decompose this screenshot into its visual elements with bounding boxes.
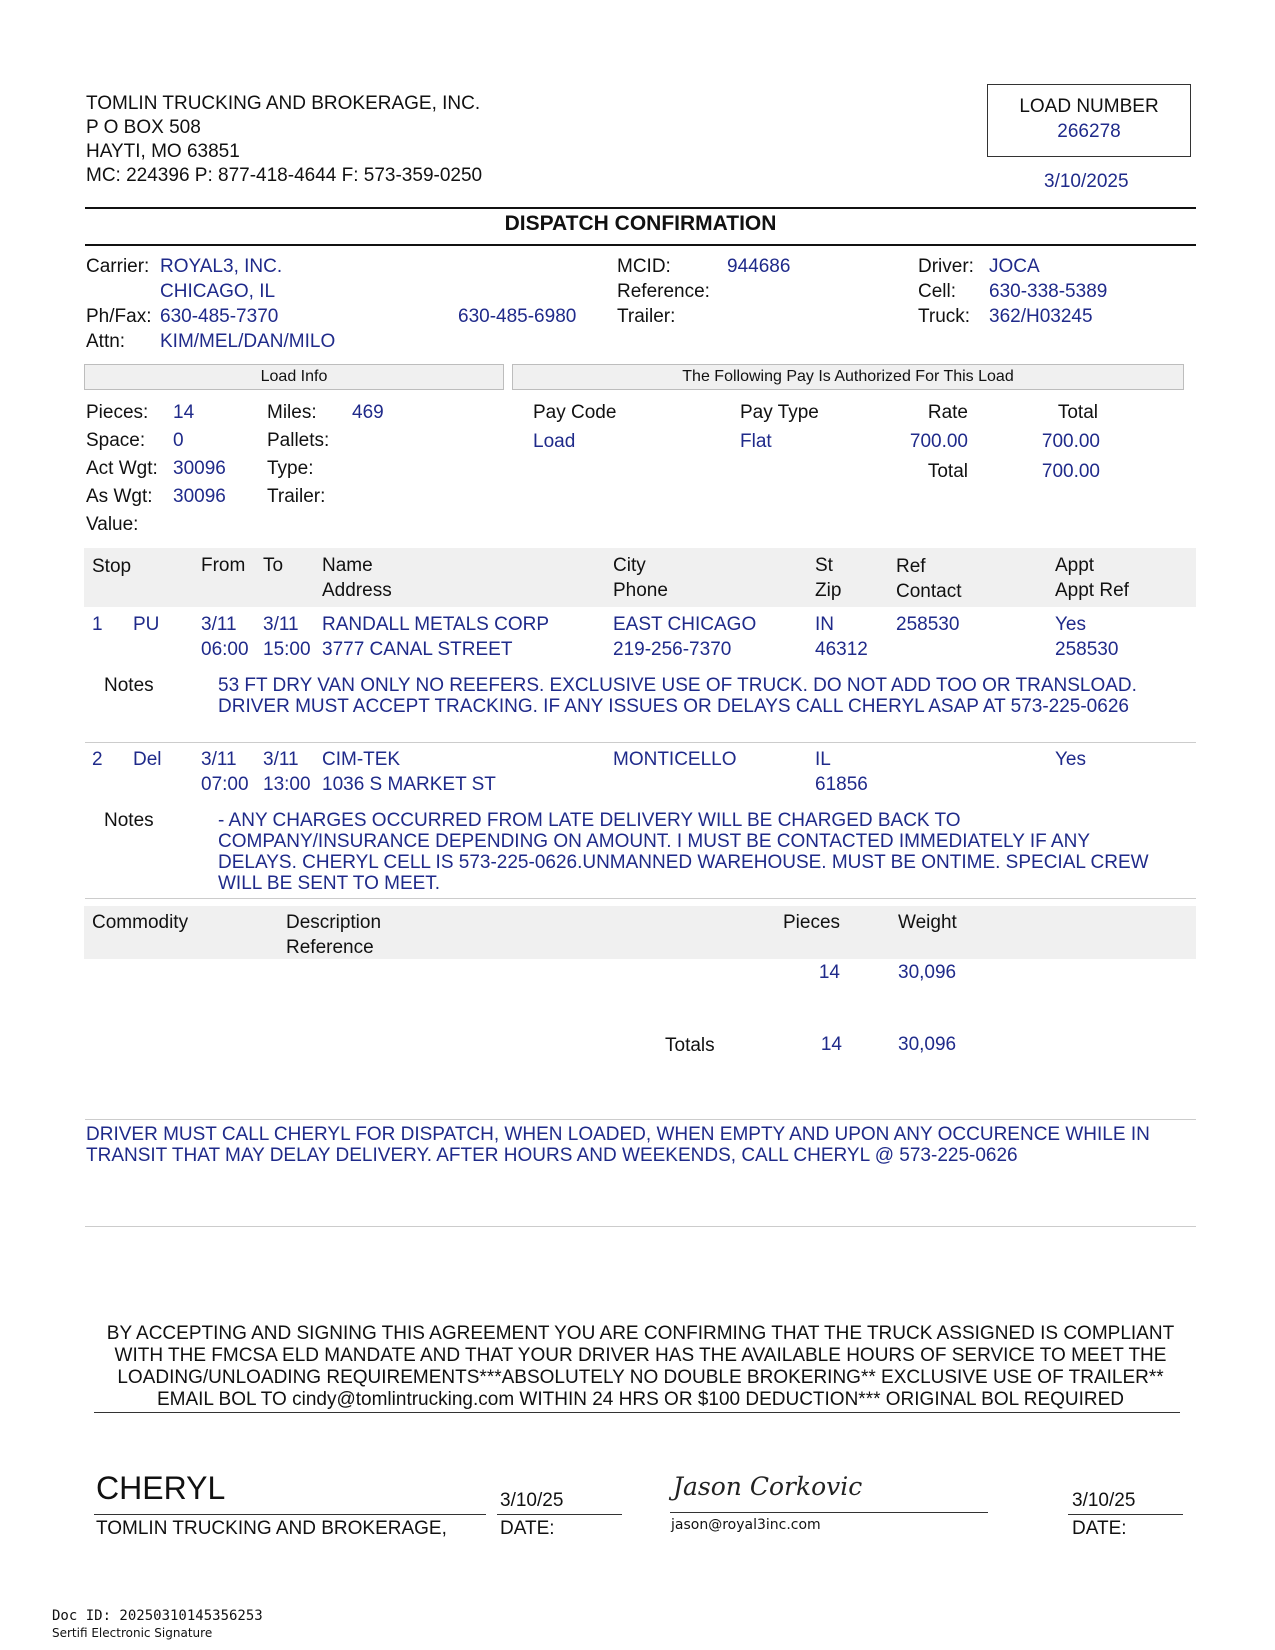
pay-code: Load: [533, 431, 576, 452]
value-label: Value:: [86, 514, 139, 535]
rate-header: Rate: [927, 402, 968, 423]
reference-col: Reference: [286, 937, 374, 958]
miles-label: Miles:: [267, 402, 317, 423]
stop-city: MONTICELLO: [613, 749, 737, 770]
total-label: Total: [927, 461, 968, 482]
phfax-label: Ph/Fax:: [86, 306, 152, 327]
notes-label: Notes: [104, 810, 154, 831]
from-time: 06:00: [201, 639, 249, 660]
appt-ref-col: Appt Ref: [1055, 580, 1129, 601]
truck-label: Truck:: [918, 306, 971, 327]
row-divider: [85, 898, 1196, 899]
carrier-label: Carrier:: [86, 256, 150, 277]
stop-state: IL: [815, 749, 831, 770]
totals-label: Totals: [665, 1035, 715, 1056]
stop-state: IN: [815, 614, 834, 635]
cell-value: 630-338-5389: [989, 281, 1108, 302]
zip-col: Zip: [815, 580, 842, 601]
stop-ref: 258530: [896, 614, 960, 635]
agreement-line-3: LOADING/UNLOADING REQUIREMENTS***ABSOLUTELY NO DOUBLE BROKERING** EXCLUSIVE USE OF TRAILER**: [117, 1367, 1164, 1388]
stop-number: 2: [92, 749, 103, 770]
load-date: 3/10/2025: [1044, 171, 1129, 192]
actwgt-label: Act Wgt:: [86, 458, 158, 479]
carrier-attn: KIM/MEL/DAN/MILO: [160, 331, 336, 352]
aswgt-value: 30096: [173, 486, 226, 507]
commodity-weight: 30,096: [898, 962, 957, 983]
city-col: City: [613, 555, 646, 576]
broker-signature-name: CHERYL: [96, 1470, 226, 1506]
aswgt-label: As Wgt:: [86, 486, 153, 507]
notes-label: Notes: [104, 675, 154, 696]
ref-col: Ref: [896, 556, 926, 577]
stop-zip: 46312: [815, 639, 868, 660]
row-divider: [85, 742, 1196, 743]
pieces-value: 14: [173, 402, 195, 423]
cell-label: Cell:: [918, 281, 957, 302]
to-date: 3/11: [263, 614, 299, 635]
attn-label: Attn:: [86, 331, 126, 352]
from-date: 3/11: [201, 749, 237, 770]
stop-name: RANDALL METALS CORP: [322, 614, 549, 635]
truck-value: 362/H03245: [989, 306, 1093, 327]
stop-notes: 53 FT DRY VAN ONLY NO REEFERS. EXCLUSIVE USE OF TRUCK. DO NOT ADD TOO OR TRANSLOAD. DRIVER MUST ACCEPT TRACKING. IF ANY ISSUES OR DELAYS CALL CHERYL ASAP AT 573-225-0626: [218, 675, 1137, 717]
trailer-label: Trailer:: [617, 306, 676, 327]
total-header: Total: [1057, 402, 1098, 423]
pay-type: Flat: [740, 431, 772, 452]
from-col: From: [201, 555, 246, 576]
to-date: 3/11: [263, 749, 299, 770]
address-col: Address: [322, 580, 392, 601]
actwgt-value: 30096: [173, 458, 226, 479]
company-address-2: HAYTI, MO 63851: [86, 141, 240, 162]
company-address-1: P O BOX 508: [86, 117, 201, 138]
divider: [85, 244, 1196, 246]
reference-label: Reference:: [617, 281, 710, 302]
stop-type: Del: [133, 749, 162, 770]
stop-number: 1: [92, 614, 103, 635]
from-time: 07:00: [201, 774, 249, 795]
stop-phone: 219-256-7370: [613, 639, 732, 660]
pieces-label: Pieces:: [86, 402, 149, 423]
weight-col: Weight: [898, 912, 957, 933]
carrier-city: CHICAGO, IL: [160, 281, 276, 302]
load-number-box: [987, 84, 1191, 157]
stop-name: CIM-TEK: [322, 749, 401, 770]
carrier-signature: Jason Corkovic: [673, 1472, 863, 1501]
carrier-date-line: [1068, 1514, 1183, 1515]
stop-appt: Yes: [1055, 749, 1086, 770]
to-time: 13:00: [263, 774, 311, 795]
stop-type: PU: [133, 614, 160, 635]
commodity-header-band: [84, 906, 1196, 959]
stop-appt-ref: 258530: [1055, 639, 1119, 660]
page-title: DISPATCH CONFIRMATION: [504, 212, 777, 235]
stop-address: 1036 S MARKET ST: [322, 774, 496, 795]
company-contact: MC: 224396 P: 877-418-4644 F: 573-359-0250: [86, 165, 483, 186]
agreement-underline: [94, 1412, 1180, 1413]
pieces-col: Pieces: [783, 912, 841, 933]
load-number-label: LOAD NUMBER: [1019, 96, 1159, 117]
carrier-fax: 630-485-6980: [458, 306, 577, 327]
broker-company: TOMLIN TRUCKING AND BROKERAGE,: [96, 1518, 447, 1539]
doc-id: Doc ID: 20250310145356253: [52, 1608, 263, 1624]
to-time: 15:00: [263, 639, 311, 660]
space-label: Space:: [86, 430, 146, 451]
carrier-name: ROYAL3, INC.: [160, 256, 283, 277]
broker-date-label: DATE:: [500, 1518, 555, 1539]
broker-date: 3/10/25: [500, 1490, 564, 1511]
row-divider: [85, 1226, 1196, 1227]
pay-code-header: Pay Code: [533, 402, 617, 423]
pay-header: The Following Pay Is Authorized For This Load: [512, 364, 1184, 390]
agreement-line-1: BY ACCEPTING AND SIGNING THIS AGREEMENT YOU ARE CONFIRMING THAT THE TRUCK ASSIGNED IS COMPLIANT: [106, 1323, 1175, 1344]
driver-instructions: DRIVER MUST CALL CHERYL FOR DISPATCH, WHEN LOADED, WHEN EMPTY AND UPON ANY OCCURENCE WHILE IN TRANSIT THAT MAY DELAY DELIVERY. AFTER HOURS AND WEEKENDS, CALL CHERYL @ 573-225-0626: [86, 1124, 1150, 1166]
row-divider: [85, 1119, 1196, 1120]
st-col: St: [815, 555, 833, 576]
stop-notes: - ANY CHARGES OCCURRED FROM LATE DELIVERY WILL BE CHARGED BACK TO COMPANY/INSURANCE DEPENDING ON AMOUNT. I MUST BE CONTACTED IMMEDIATELY IF ANY DELAYS. CHERYL CELL IS 573-225-0626.UNMANNED WAREHOUSE. MUST BE ONTIME. SPECIAL CREW WILL BE SENT TO MEET.: [218, 810, 1149, 894]
pay-total: 700.00: [1041, 431, 1100, 452]
total-weight: 30,096: [898, 1034, 957, 1055]
pallets-label: Pallets:: [267, 430, 330, 451]
total-pieces: 14: [820, 1034, 842, 1055]
carrier-signature-line: [670, 1512, 988, 1513]
load-trailer-label: Trailer:: [267, 486, 326, 507]
driver-label: Driver:: [918, 256, 974, 277]
pay-rate: 700.00: [909, 431, 968, 452]
contact-col: Contact: [896, 581, 962, 602]
mcid-value: 944686: [727, 256, 791, 277]
agreement-line-2: WITH THE FMCSA ELD MANDATE AND THAT YOUR DRIVER HAS THE AVAILABLE HOURS OF SERVICE TO MEET THE: [114, 1345, 1167, 1366]
stop-city: EAST CHICAGO: [613, 614, 757, 635]
stop-appt: Yes: [1055, 614, 1086, 635]
stop-col: Stop: [92, 556, 132, 577]
carrier-phone: 630-485-7370: [160, 306, 279, 327]
to-col: To: [263, 555, 284, 576]
load-number: 266278: [1057, 121, 1121, 142]
stop-address: 3777 CANAL STREET: [322, 639, 513, 660]
broker-signature-line: [94, 1514, 486, 1515]
driver-value: JOCA: [989, 256, 1040, 277]
miles-value: 469: [352, 402, 384, 423]
pay-type-header: Pay Type: [740, 402, 819, 423]
load-info-header: Load Info: [84, 364, 504, 390]
commodity-pieces: 14: [818, 962, 840, 983]
broker-date-line: [497, 1514, 622, 1515]
divider: [85, 207, 1196, 209]
carrier-date: 3/10/25: [1072, 1490, 1136, 1511]
grand-total: 700.00: [1041, 461, 1100, 482]
commodity-col: Commodity: [92, 912, 189, 933]
space-value: 0: [173, 430, 184, 451]
description-col: Description: [286, 912, 382, 933]
agreement-line-4: EMAIL BOL TO cindy@tomlintrucking.com WITHIN 24 HRS OR $100 DEDUCTION*** ORIGINAL BOL REQUIRED: [156, 1389, 1125, 1410]
carrier-date-label: DATE:: [1072, 1518, 1127, 1539]
appt-col: Appt: [1055, 555, 1095, 576]
company-name: TOMLIN TRUCKING AND BROKERAGE, INC.: [86, 93, 481, 114]
from-date: 3/11: [201, 614, 237, 635]
mcid-label: MCID:: [617, 256, 671, 277]
name-col: Name: [322, 555, 373, 576]
carrier-email: jason@royal3inc.com: [671, 1517, 821, 1533]
stop-zip: 61856: [815, 774, 868, 795]
type-label: Type:: [267, 458, 314, 479]
sertifi-label: Sertifi Electronic Signature: [52, 1626, 213, 1640]
phone-col: Phone: [613, 580, 668, 601]
